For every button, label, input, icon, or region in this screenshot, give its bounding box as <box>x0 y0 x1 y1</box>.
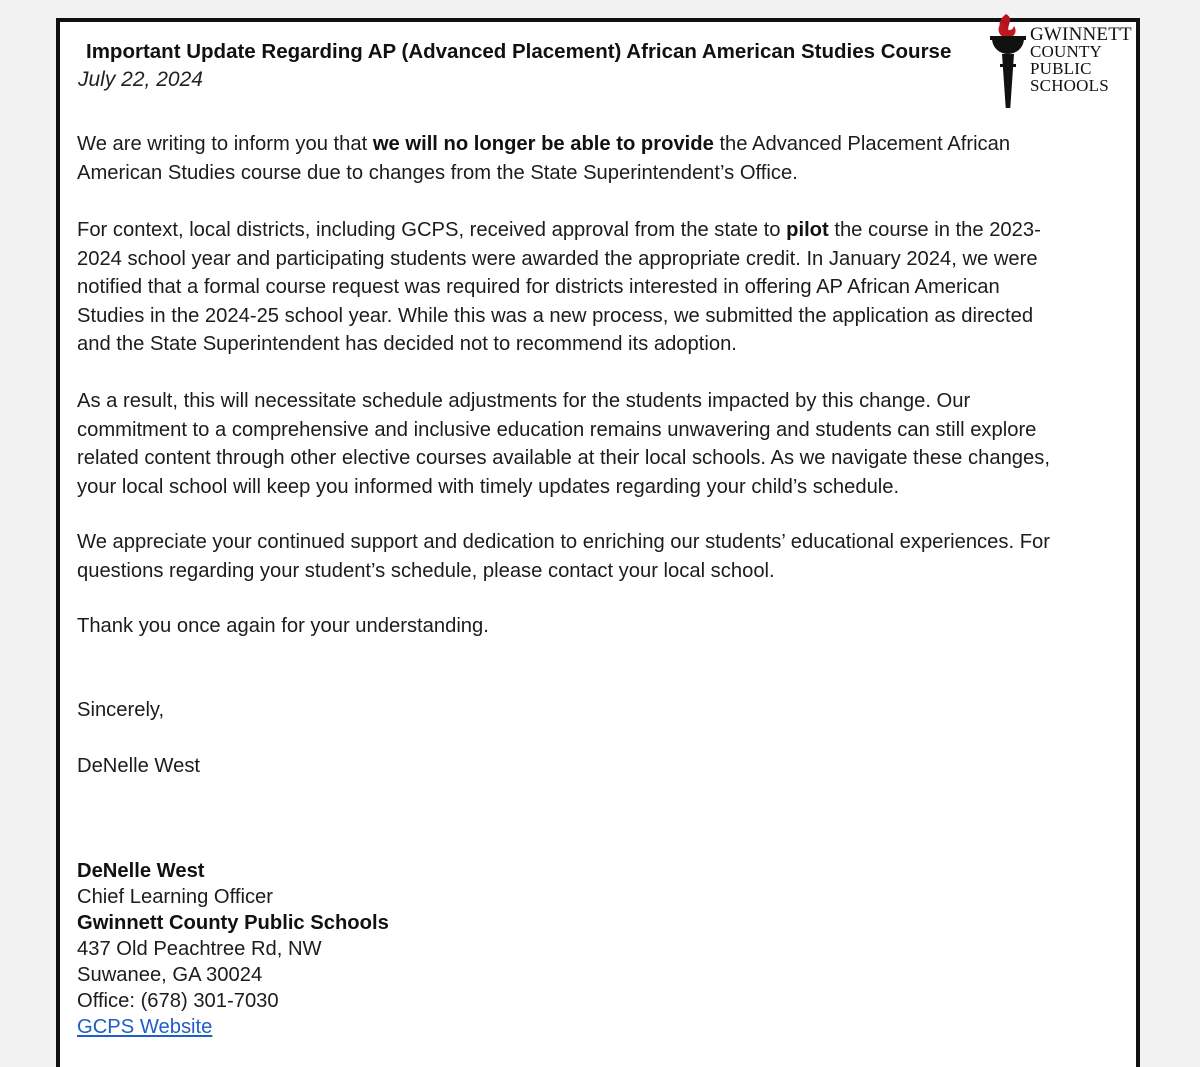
p3-line-1: As a result, this will necessitate schedule adjustments for the students impacted by this change. Our <box>77 390 971 412</box>
sig-office: Office: (678) 301-7030 <box>77 990 279 1012</box>
paragraph-3 <box>77 387 1050 501</box>
logo-line-4: SCHOOLS <box>1030 76 1109 95</box>
p4-line-1: We appreciate your continued support and dedication to enriching our students’ educational experiences. For <box>77 531 1050 553</box>
logo-line-1: GWINNETT <box>1030 24 1132 45</box>
p5-line-1: Thank you once again for your understanding. <box>77 615 489 637</box>
letter-date: July 22, 2024 <box>78 68 203 91</box>
signature-block <box>77 858 389 1040</box>
p2-line-1 <box>77 216 1041 245</box>
logo-line-2: COUNTY <box>1030 42 1103 61</box>
p2-text-a: For context, local districts, including GCPS, received approval from the state to <box>77 219 787 241</box>
p3-line-2: commitment to a comprehensive and inclusive education remains unwavering and students can still explore <box>77 418 1037 441</box>
p1-text-a: We are writing to inform you that <box>77 133 373 155</box>
sig-role: Chief Learning Officer <box>77 886 273 908</box>
p1-text-c: the Advanced Placement African <box>713 133 1011 155</box>
gcps-website-link[interactable]: GCPS Website <box>77 1016 213 1038</box>
sig-name: DeNelle West <box>77 860 205 882</box>
p4-line-2: questions regarding your student’s schedule, please contact your local school. <box>77 559 775 582</box>
closing-text: Sincerely, <box>77 699 165 721</box>
logo-wordmark <box>1030 26 1132 94</box>
sig-address-1: 437 Old Peachtree Rd, NW <box>77 938 322 960</box>
p2-line-3: notified that a formal course request was required for districts interested in offering AP African American <box>77 276 1000 299</box>
p2-text-c: the course in the 2023- <box>828 219 1041 241</box>
p1-bold: we will no longer be able to provide <box>372 133 714 155</box>
signature-text: DeNelle West <box>77 755 201 777</box>
letter-title: Important Update Regarding AP (Advanced Placement) African American Studies Course <box>86 40 952 63</box>
paragraph-5 <box>77 612 489 641</box>
p2-bold: pilot <box>786 219 829 241</box>
logo-line-3: PUBLIC <box>1030 59 1092 78</box>
sig-org: Gwinnett County Public Schools <box>77 912 389 934</box>
paragraph-4 <box>77 528 1050 585</box>
p2-line-4: Studies in the 2024-25 school year. While this was a new process, we submitted the application as directed <box>77 304 1034 327</box>
p1-line-1 <box>77 130 1010 159</box>
sig-address-2: Suwanee, GA 30024 <box>77 964 263 986</box>
paragraph-2 <box>77 216 1041 359</box>
p1-line-2: American Studies course due to changes from the State Superintendent’s Office. <box>77 161 798 184</box>
closing <box>77 696 164 725</box>
paragraph-1 <box>77 130 1010 187</box>
p3-line-4: your local school will keep you informed with timely updates regarding your child’s schedule. <box>77 475 900 498</box>
p3-line-3: related content through other elective courses available at their local schools. As we navigate these changes, <box>77 447 1050 470</box>
signature <box>77 752 200 781</box>
p2-line-5: and the State Superintendent has decided not to recommend its adoption. <box>77 333 737 356</box>
p2-line-2: 2024 school year and participating students were awarded the appropriate credit. In January 2024, we were <box>77 247 1038 270</box>
